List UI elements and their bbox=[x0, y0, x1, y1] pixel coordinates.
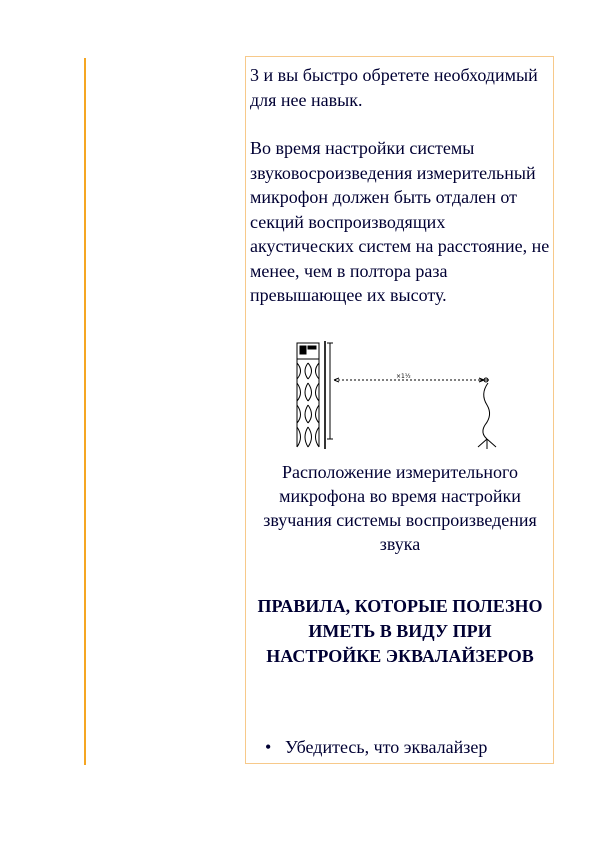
list-item-text: Убедитесь, что эквалайзер bbox=[285, 737, 488, 757]
section-heading: ПРАВИЛА, КОТОРЫЕ ПОЛЕЗНО ИМЕТЬ В ВИДУ ПРИ НАСТРОЙКЕ ЭКВАЛАЙЗЕРОВ bbox=[257, 596, 543, 666]
page-margin-line bbox=[84, 58, 86, 765]
paragraph-microphone-placement: Во время настройки системы звуковосроизведения измерительный микрофон должен быть отдален от секций воспроизводящих акустических систем на расстояние, не менее, чем в полтора раза превышающее их высоту. bbox=[250, 138, 550, 305]
bullet-icon: • bbox=[265, 737, 272, 757]
dimension-label: ×1½ bbox=[396, 373, 411, 380]
figure-caption: Расположение измерительного микрофона во время настройки звучания системы воспроизведения звука bbox=[263, 462, 537, 554]
microphone-stand-icon bbox=[478, 378, 496, 449]
speaker-stack-icon bbox=[297, 343, 319, 447]
microphone-placement-figure bbox=[294, 339, 504, 451]
paragraph-continuation: 3 и вы быстро обретете необходимый для нее навык. bbox=[250, 65, 538, 110]
